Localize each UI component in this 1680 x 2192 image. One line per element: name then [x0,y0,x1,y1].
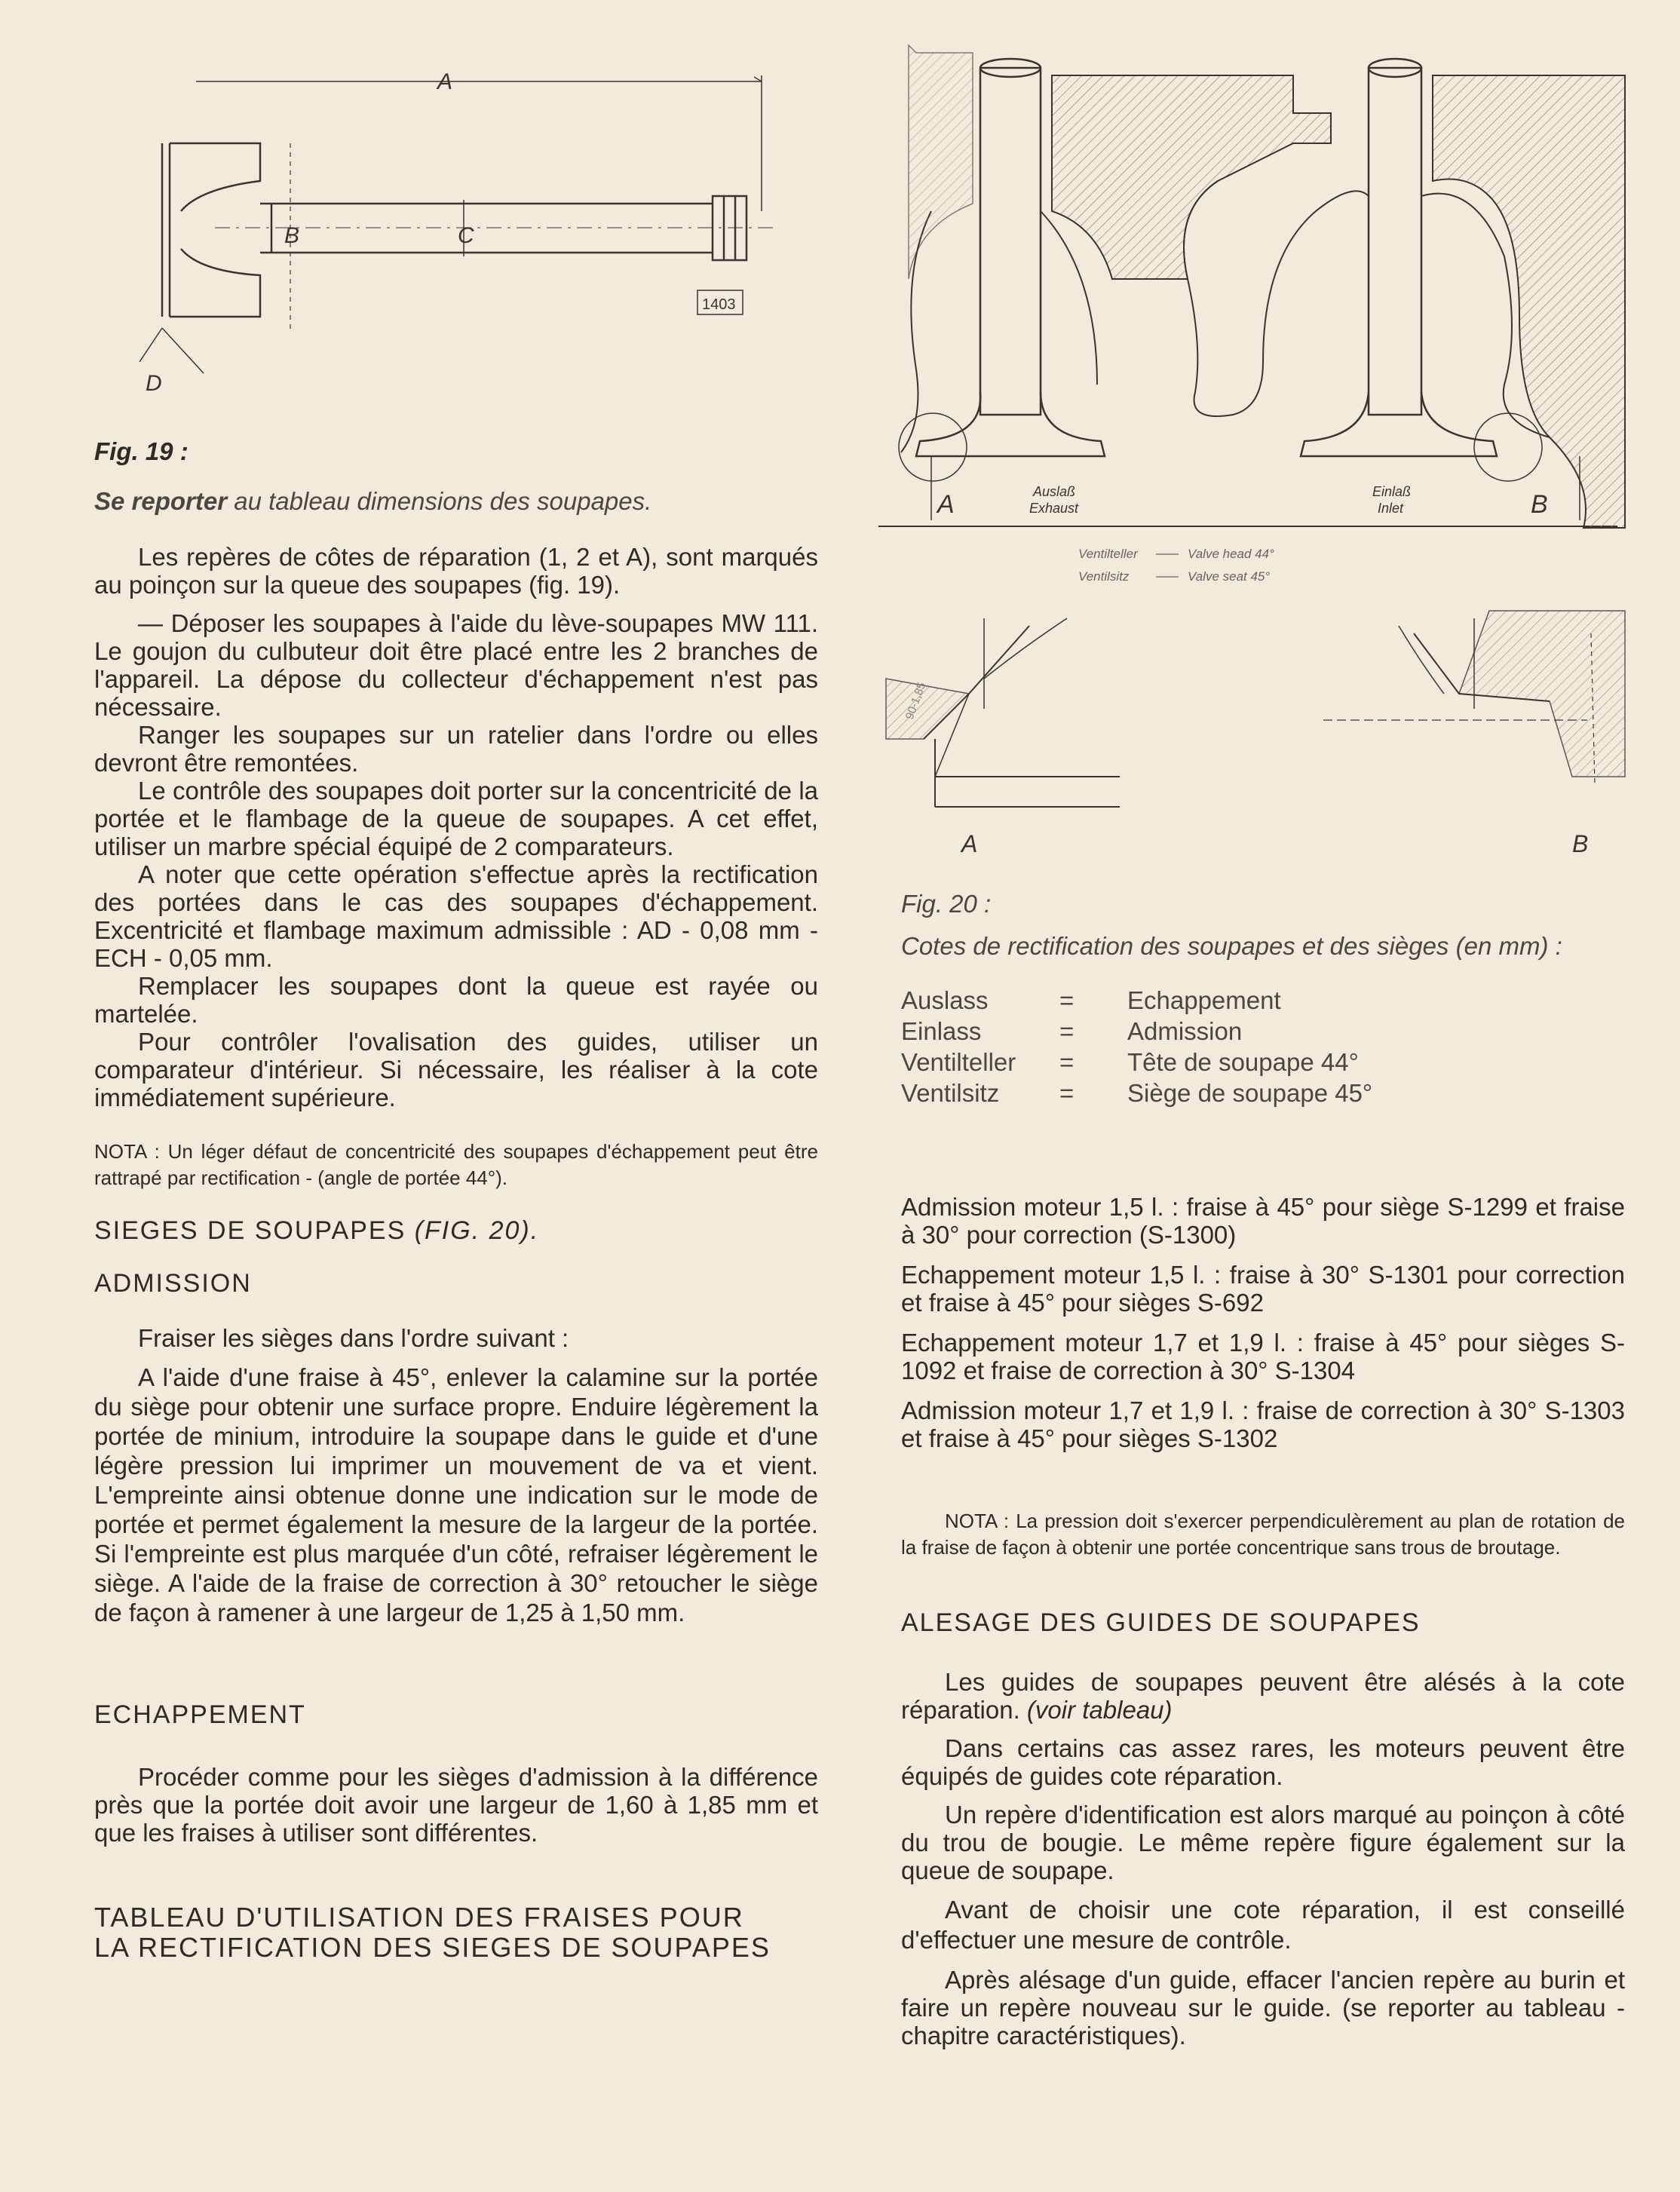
fig20-einlass: Einlaß [1372,484,1412,499]
heading-alesage: ALESAGE DES GUIDES DE SOUPAPES [901,1608,1421,1637]
legend-definition: Tête de soupape 44° [1127,1048,1359,1076]
fig20-caption-title: Fig. 20 : [901,890,992,918]
fig20-detail-dimension: 90-1,85 [903,680,929,722]
left-nota: NOTA : Un léger défaut de concentricité des soupapes d'échappement peut être rattrapé par rectification - (angle de portée 44°). [94,1140,818,1189]
fraise-echappement-17-19: Echappement moteur 1,7 et 1,9 l. : fraise à 45° pour sièges S-1092 et fraise de correction à 30° S-1304 [901,1329,1625,1384]
legend-equals: = [1059,1017,1075,1045]
fig20-inlet: Inlet [1378,501,1404,516]
fig19-caption-lead: Se reporter [94,487,228,515]
fig20-valve-head: Valve head 44° [1188,547,1274,561]
fig20-label-a: A [937,490,955,519]
fig20-legend-row [901,1078,1625,1108]
fig20-auslass: Auslaß [1033,484,1076,499]
left-paragraph-7: Pour contrôler l'ovalisation des guides, utiliser un comparateur d'intérieur. Si nécessaire, les réaliser à la cote immédiatement supérieure. [94,1028,818,1111]
guides-paragraph-4: Avant de choisir une cote réparation, il est conseillé d'effectuer une mesure de contrôle. [901,1896,1625,1954]
fig20-legend [901,985,1625,1108]
fig19-label-b: B [284,223,300,248]
legend-definition: Siège de soupape 45° [1127,1079,1373,1107]
fig19-caption-title: Fig. 19 : [94,437,189,465]
fraise-admission-17-19: Admission moteur 1,7 et 1,9 l. : fraise de correction à 30° S-1303 et fraise à 45° pour sièges S-1302 [901,1396,1625,1452]
guides-paragraph-2: Dans certains cas assez rares, les moteurs peuvent être équipés de guides cote réparation. [901,1734,1625,1790]
legend-term: Einlass [901,1017,982,1045]
fig19-caption-rest: au tableau dimensions des soupapes. [227,487,652,515]
heading-sieges-fig: (FIG. 20). [414,1216,540,1245]
guides-paragraph-1 [901,1668,1625,1724]
fig19-valve-drawing [109,30,788,392]
heading-tableau-line-1: TABLEAU D'UTILISATION DES FRAISES POUR [94,1902,744,1933]
legend-equals: = [1059,986,1075,1014]
fig20-ventilteller: Ventilteller [1078,547,1138,561]
fig19-label-c: C [458,223,474,248]
admission-paragraph-1: Fraiser les sièges dans l'ordre suivant : [138,1324,569,1352]
fig19-ref-number: 1403 [702,296,736,313]
left-paragraph-1: Les repères de côtes de réparation (1, 2 et A), sont marqués au poinçon sur la queue des soupapes (fig. 19). [94,543,818,599]
fig20-label-b: B [1531,490,1548,519]
right-nota: NOTA : La pression doit s'exercer perpendiculèrement au plan de rotation de la fraise de façon à obtenir une portée concentrique sans trous de broutage. [901,1510,1625,1559]
left-paragraph-3: Ranger les soupapes sur un ratelier dans l'ordre ou elles devront être remontées. [94,721,818,777]
fig20-detail-a-label: A [961,830,978,857]
left-paragraph-4: Le contrôle des soupapes doit porter sur la concentricité de la portée et le flambage de la queue de soupapes. A cet effet, utiliser un marbre spécial équipé de 2 comparateurs. [94,777,818,860]
guides-paragraph-1-ref: (voir tableau) [1019,1696,1173,1724]
legend-equals: = [1059,1079,1075,1107]
fig20-cylinder-head-drawing [871,30,1632,867]
fig20-legend-row [901,985,1625,1016]
fig19-caption-line [94,487,818,516]
fig20-detail-b-label: B [1572,830,1589,857]
fig20-exhaust: Exhaust [1029,501,1079,516]
fig19-label-d: D [146,371,162,392]
legend-term: Ventilteller [901,1048,1016,1076]
fig19-label-a: A [437,69,453,94]
guides-paragraph-5: Après alésage d'un guide, effacer l'ancien repère au burin et faire un repère nouveau sur le guide. (se reporter au tableau - chapitre caractéristiques). [901,1966,1625,2049]
left-paragraph-2: — Déposer les soupapes à l'aide du lève-soupapes MW 111. Le goujon du culbuteur doit être placé entre les 2 branches de l'appareil. La dépose du collecteur d'échappement n'est pas nécessaire. [94,609,818,721]
fig20-caption-text: Cotes de rectification des soupapes et des sièges (en mm) : [901,932,1562,960]
left-column [94,30,818,1963]
legend-term: Ventilsitz [901,1079,1000,1107]
heading-echappement: ECHAPPEMENT [94,1700,306,1729]
fig20-caption-title-line [901,890,1625,918]
legend-definition: Echappement [1127,986,1281,1014]
fig20-legend-row [901,1016,1625,1047]
echappement-paragraph: Procéder comme pour les sièges d'admission à la différence près que la portée doit avoir une largeur de 1,60 à 1,85 mm et que les fraises à utiliser sont différentes. [94,1763,818,1847]
fig19-caption [94,437,818,466]
heading-sieges-text: SIEGES DE SOUPAPES [94,1216,415,1245]
fig20-legend-row [901,1047,1625,1078]
fraise-echappement-15: Echappement moteur 1,5 l. : fraise à 30° S-1301 pour correction et fraise à 45° pour sièges S-692 [901,1261,1625,1317]
right-column [901,30,1625,2049]
legend-term: Auslass [901,986,989,1014]
guides-paragraph-1-text: Les guides de soupapes peuvent être alésés à la cote réparation. [901,1668,1625,1724]
fraise-admission-15: Admission moteur 1,5 l. : fraise à 45° pour siège S-1299 et fraise à 30° pour correction (S-1300) [901,1193,1625,1249]
fig20-valve-seat: Valve seat 45° [1188,569,1271,584]
heading-sieges [94,1216,818,1246]
guides-paragraph-3: Un repère d'identification est alors marqué au poinçon à côté du trou de bougie. Le même repère figure également sur la queue de soupape. [901,1801,1625,1884]
left-paragraph-6: Remplacer les soupapes dont la queue est rayée ou martelée. [94,972,818,1028]
heading-tableau-line-2: LA RECTIFICATION DES SIEGES DE SOUPAPES [94,1932,771,1963]
admission-paragraph-2: A l'aide d'une fraise à 45°, enlever la calamine sur la portée du siège pour obtenir une surface propre. Enduire légèrement la portée de minium, introduire la soupape dans le guide et d'une légère pression lui imprimer un mouvement de va et vient. L'empreinte ainsi obtenue donne une indication sur le mode de portée et permet également la mesure de la largeur de la portée. Si l'empreinte est plus marquée d'un côté, refraiser légèrement le siège. A l'aide de la fraise de correction à 30° retoucher le siège de façon à ramener à une largeur de 1,25 à 1,50 mm. [94,1363,818,1626]
fig20-ventilsitz: Ventilsitz [1078,569,1130,584]
left-paragraph-5: A noter que cette opération s'effectue après la rectification des portées dans le cas des soupapes d'échappement. Excentricité et flambage maximum admissible : AD - 0,08 mm - ECH - 0,05 mm. [94,860,818,972]
heading-admission: ADMISSION [94,1269,252,1298]
legend-equals: = [1059,1048,1075,1076]
legend-definition: Admission [1127,1017,1243,1045]
